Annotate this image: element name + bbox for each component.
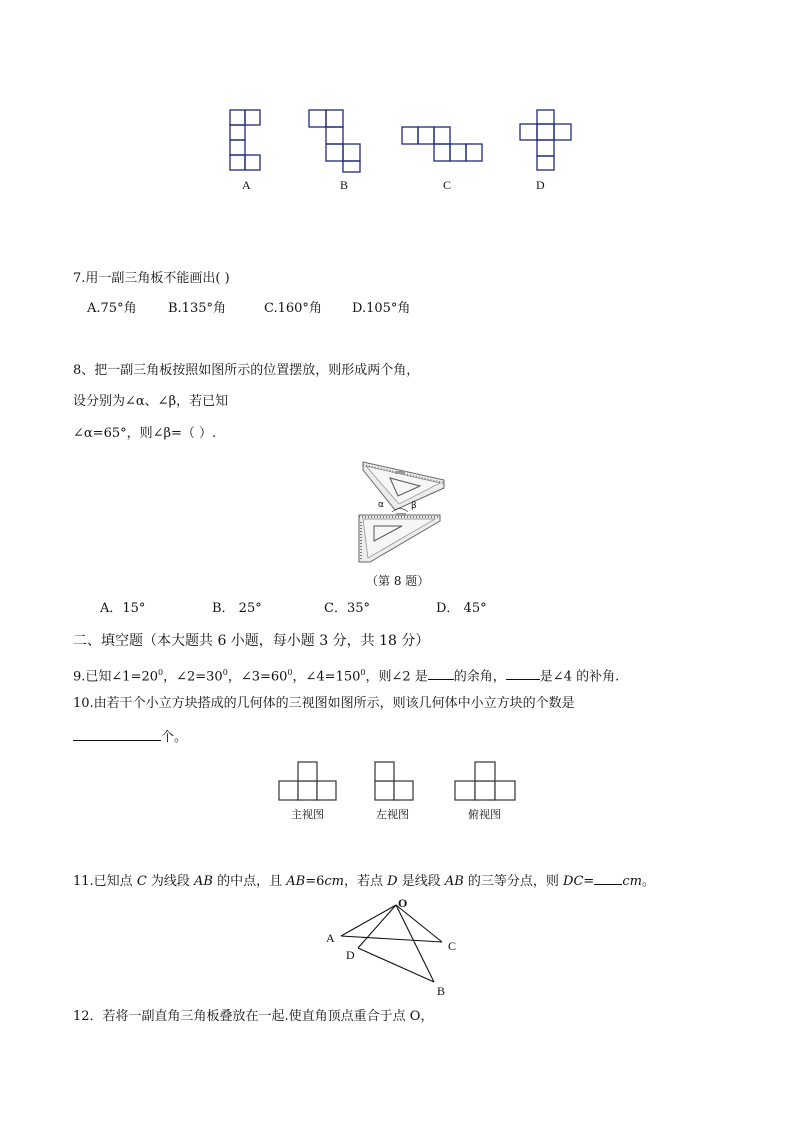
q11-p5: ，若点 bbox=[343, 874, 388, 889]
q7-option-d: D.105°角 bbox=[352, 301, 411, 316]
net-c-label: C bbox=[443, 178, 452, 192]
q9-part3: ，∠3=60 bbox=[227, 669, 288, 685]
q11-p1: 11.已知点 bbox=[73, 874, 137, 889]
q9-part6: 的余角， bbox=[453, 669, 506, 685]
q8-option-a: A．15° bbox=[100, 601, 146, 616]
q8-alpha-label: α bbox=[378, 500, 384, 510]
q9-sup1: 0 bbox=[158, 668, 164, 677]
q9-sup2: 0 bbox=[222, 668, 228, 677]
q8-figure-caption: （第 8 题） bbox=[366, 574, 430, 588]
point-c-label: C bbox=[448, 939, 457, 953]
net-a-label: A bbox=[242, 178, 251, 192]
q11-ab2: AB bbox=[444, 874, 464, 889]
q12-stem: 12．若将一副直角三角板叠放在一起.使直角顶点重合于点 O， bbox=[73, 1009, 434, 1024]
q11-p4: =6 bbox=[305, 874, 325, 889]
q11-ab6: AB bbox=[286, 874, 306, 889]
q8-line2: 设分别为∠α、∠β，若已知 bbox=[73, 394, 229, 409]
net-d-label: D bbox=[536, 178, 545, 192]
section2-title: 二、填空题（本大题共 6 小题，每小题 3 分，共 18 分） bbox=[73, 633, 430, 649]
point-o-label: O bbox=[398, 896, 408, 910]
q7-option-b: B.135°角 bbox=[168, 301, 226, 316]
front-view-label: 主视图 bbox=[291, 808, 324, 821]
q11-p8: = bbox=[583, 874, 595, 889]
q11-p3: 的中点，且 bbox=[212, 874, 287, 889]
top-view-label: 俯视图 bbox=[468, 808, 501, 821]
q9-part5: ，则∠2 是 bbox=[365, 669, 428, 685]
q11-p9: 。 bbox=[641, 874, 655, 889]
q7-option-c: C.160°角 bbox=[264, 301, 322, 316]
q11-cm: cm bbox=[324, 874, 344, 889]
q11-dc: DC bbox=[563, 874, 584, 889]
q9-part4: ，∠4=150 bbox=[292, 669, 361, 685]
q9-part7: 是∠4 的补角. bbox=[539, 669, 620, 685]
q8-line3: ∠α=65°，则∠β=（ ）. bbox=[73, 426, 217, 441]
point-d-label: D bbox=[346, 948, 355, 962]
q11-c: C bbox=[136, 874, 147, 889]
point-b-label: B bbox=[437, 984, 446, 998]
q9-sup4: 0 bbox=[360, 668, 366, 677]
q9-part2: ，∠2=30 bbox=[163, 669, 223, 685]
q8-option-c: C．35° bbox=[324, 601, 370, 616]
q11-ab: AB bbox=[194, 874, 213, 889]
q8-option-d: D． 45° bbox=[436, 601, 487, 616]
q7-stem: 7.用一副三角板不能画出( ) bbox=[73, 271, 230, 286]
q11-p6: 是线段 bbox=[397, 874, 445, 889]
q11-cm2: cm bbox=[622, 874, 642, 889]
q10-line2-suffix: 个。 bbox=[161, 730, 188, 745]
q11-p2: 为线段 bbox=[146, 874, 195, 889]
q10-line1: 10.由若干个小立方块搭成的几何体的三视图如图所示，则该几何体中小立方块的个数是 bbox=[73, 696, 575, 711]
q8-line1: 8、把一副三角板按照如图所示的位置摆放，则形成两个角， bbox=[73, 363, 420, 378]
q8-option-b: B． 25° bbox=[212, 601, 262, 616]
q11-p7: 的三等分点，则 bbox=[463, 874, 564, 889]
net-b-label: B bbox=[340, 178, 349, 192]
q7-option-a: A.75°角 bbox=[87, 301, 137, 316]
point-a-label: A bbox=[326, 931, 335, 945]
q8-beta-label: β bbox=[411, 501, 417, 511]
q9-part1: 9.已知∠1=20 bbox=[73, 669, 159, 685]
left-view-label: 左视图 bbox=[376, 808, 409, 821]
q9-sup3: 0 bbox=[287, 668, 293, 677]
q11-d: D bbox=[387, 874, 398, 889]
